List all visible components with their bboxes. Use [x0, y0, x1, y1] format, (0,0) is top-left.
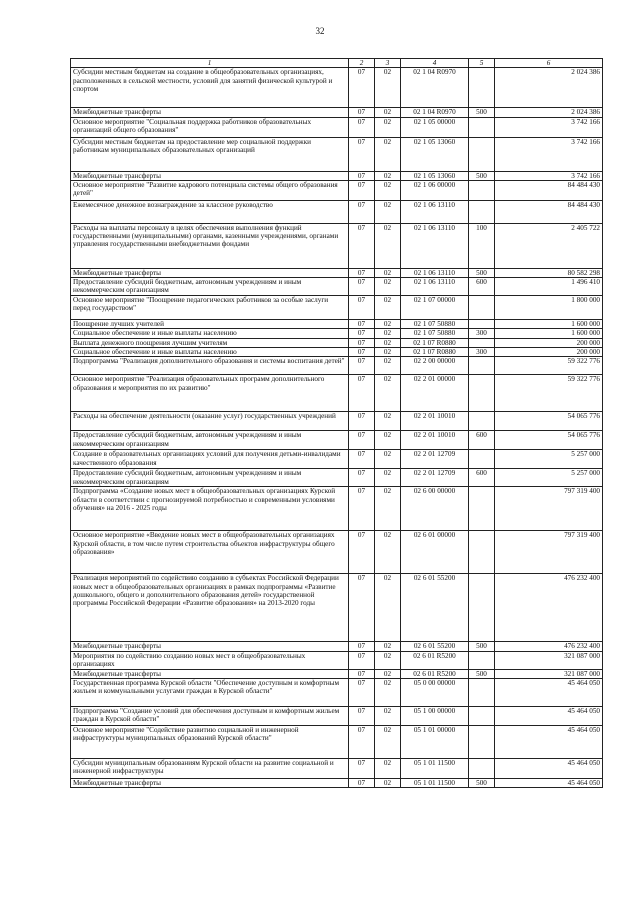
amount-cell: 59 322 776: [495, 375, 603, 412]
section-cell: 07: [349, 68, 375, 108]
section-cell: 07: [349, 778, 375, 787]
target-article-cell: 02 1 07 50880: [401, 320, 469, 329]
section-cell: 07: [349, 137, 375, 171]
table-row: [71, 642, 603, 651]
subsection-cell: 02: [375, 200, 401, 223]
subsection-cell: 02: [375, 778, 401, 787]
subsection-cell: 02: [375, 725, 401, 758]
expense-type-cell: [469, 137, 495, 171]
section-cell: 07: [349, 574, 375, 642]
target-article-cell: 02 6 01 55200: [401, 574, 469, 642]
amount-cell: 476 232 400: [495, 642, 603, 651]
amount-cell: 476 232 400: [495, 574, 603, 642]
amount-cell: 80 582 298: [495, 268, 603, 277]
expense-type-cell: [469, 574, 495, 642]
amount-cell: 59 322 776: [495, 357, 603, 375]
amount-cell: 200 000: [495, 348, 603, 357]
table-row: [71, 137, 603, 171]
amount-cell: 3 742 166: [495, 171, 603, 180]
subsection-cell: 02: [375, 412, 401, 431]
section-cell: 07: [349, 171, 375, 180]
target-article-cell: 02 1 05 00000: [401, 117, 469, 137]
subsection-cell: 02: [375, 574, 401, 642]
table-row: [71, 357, 603, 375]
subsection-cell: 02: [375, 531, 401, 574]
table-row: [71, 487, 603, 531]
target-article-cell: 05 1 01 11500: [401, 758, 469, 778]
section-cell: 07: [349, 758, 375, 778]
expense-type-cell: [469, 320, 495, 329]
section-cell: 07: [349, 469, 375, 487]
target-article-cell: 02 1 05 13060: [401, 171, 469, 180]
row-name-cell: Основное мероприятие "Развитие кадрового потенциала системы общего образования детей": [71, 180, 349, 200]
amount-cell: 797 319 400: [495, 487, 603, 531]
expense-type-cell: [469, 117, 495, 137]
table-row: [71, 531, 603, 574]
section-cell: 07: [349, 669, 375, 678]
subsection-cell: 02: [375, 357, 401, 375]
expense-type-cell: 600: [469, 278, 495, 296]
expense-type-cell: 500: [469, 778, 495, 787]
amount-cell: 54 065 776: [495, 431, 603, 450]
row-name-cell: Межбюджетные трансферты: [71, 108, 349, 117]
section-cell: 07: [349, 268, 375, 277]
row-name-cell: Социальное обеспечение и иные выплаты населению: [71, 348, 349, 357]
target-article-cell: 02 6 00 00000: [401, 487, 469, 531]
target-article-cell: 02 1 06 13110: [401, 278, 469, 296]
table-row: [71, 758, 603, 778]
row-name-cell: Субсидии местным бюджетам на создание в общеобразовательных организациях, расположенных в сельской местности, условий для занятий физической культурой и спортом: [71, 68, 349, 108]
row-name-cell: Межбюджетные трансферты: [71, 778, 349, 787]
row-name-cell: Выплата денежного поощрения лучшим учителям: [71, 338, 349, 347]
subsection-cell: 02: [375, 223, 401, 268]
table-row: [71, 117, 603, 137]
amount-cell: 3 742 166: [495, 137, 603, 171]
target-article-cell: 02 2 00 00000: [401, 357, 469, 375]
amount-cell: 321 087 000: [495, 669, 603, 678]
row-name-cell: Предоставление субсидий бюджетным, автономным учреждениям и иным некоммерческим организациям: [71, 469, 349, 487]
amount-cell: 3 742 166: [495, 117, 603, 137]
subsection-cell: 02: [375, 338, 401, 347]
expense-type-cell: [469, 180, 495, 200]
row-name-cell: Подпрограмма "Создание условий для обеспечения доступным и комфортным жильем граждан в Курской области": [71, 706, 349, 725]
table-row: [71, 651, 603, 669]
section-cell: 07: [349, 450, 375, 469]
section-cell: 07: [349, 278, 375, 296]
amount-cell: 84 484 430: [495, 200, 603, 223]
row-name-cell: Реализация мероприятий по содействию созданию в субъектах Российской Федерации новых мест в общеобразовательных организациях в рамках подпрограммы «Развитие дошкольного, общего и дополнительного образования детей» государственной программы Российской Федерации «Развитие образования» на 2013-2020 годы: [71, 574, 349, 642]
table-row: [71, 450, 603, 469]
table-row: [71, 278, 603, 296]
expense-type-cell: 500: [469, 642, 495, 651]
subsection-cell: 02: [375, 431, 401, 450]
row-name-cell: Основное мероприятие "Поощрение педагогических работников за особые заслуги перед государством": [71, 296, 349, 320]
expense-type-cell: [469, 357, 495, 375]
section-cell: 07: [349, 487, 375, 531]
table-row: [71, 375, 603, 412]
table-row: [71, 669, 603, 678]
subsection-cell: 02: [375, 758, 401, 778]
subsection-cell: 02: [375, 171, 401, 180]
amount-cell: 45 464 050: [495, 778, 603, 787]
column-header: 6: [495, 59, 603, 68]
subsection-cell: 02: [375, 706, 401, 725]
table-row: [71, 778, 603, 787]
expense-type-cell: 500: [469, 171, 495, 180]
row-name-cell: Основное мероприятие «Введение новых мест в общеобразовательных организациях Курской области, в том числе путем строительства объектов инфраструктуры общего образования»: [71, 531, 349, 574]
amount-cell: 5 257 000: [495, 469, 603, 487]
target-article-cell: 02 1 06 13110: [401, 223, 469, 268]
subsection-cell: 02: [375, 320, 401, 329]
amount-cell: 5 257 000: [495, 450, 603, 469]
amount-cell: 1 600 000: [495, 329, 603, 338]
expense-type-cell: [469, 725, 495, 758]
target-article-cell: 02 1 05 13060: [401, 137, 469, 171]
section-cell: 07: [349, 357, 375, 375]
row-name-cell: Подпрограмма «Создание новых мест в общеобразовательных организациях Курской области в соответствии с прогнозируемой потребностью и современными условиями обучения» на 2016 - 2025 годы: [71, 487, 349, 531]
expense-type-cell: [469, 412, 495, 431]
section-cell: 07: [349, 678, 375, 706]
row-name-cell: Основное мероприятие "Социальная поддержка работников образовательных организаций общего образования": [71, 117, 349, 137]
subsection-cell: 02: [375, 278, 401, 296]
amount-cell: 45 464 050: [495, 725, 603, 758]
subsection-cell: 02: [375, 669, 401, 678]
section-cell: 07: [349, 117, 375, 137]
table-row: [71, 180, 603, 200]
row-name-cell: Создание в образовательных организациях условий для получения детьми-инвалидами качественного образования: [71, 450, 349, 469]
target-article-cell: 02 2 01 12709: [401, 469, 469, 487]
amount-cell: 200 000: [495, 338, 603, 347]
target-article-cell: 02 1 07 R0880: [401, 338, 469, 347]
row-name-cell: Расходы на обеспечение деятельности (оказание услуг) государственных учреждений: [71, 412, 349, 431]
expense-type-cell: [469, 758, 495, 778]
subsection-cell: 02: [375, 678, 401, 706]
table-row: [71, 412, 603, 431]
target-article-cell: 02 6 01 00000: [401, 531, 469, 574]
expense-type-cell: 500: [469, 669, 495, 678]
row-name-cell: Подпрограмма "Реализация дополнительного образования и системы воспитания детей": [71, 357, 349, 375]
amount-cell: 2 024 386: [495, 68, 603, 108]
table-row: [71, 574, 603, 642]
subsection-cell: 02: [375, 651, 401, 669]
row-name-cell: Межбюджетные трансферты: [71, 268, 349, 277]
section-cell: 07: [349, 431, 375, 450]
target-article-cell: 02 6 01 R5200: [401, 669, 469, 678]
amount-cell: 2 405 722: [495, 223, 603, 268]
target-article-cell: 05 1 00 00000: [401, 706, 469, 725]
subsection-cell: 02: [375, 487, 401, 531]
target-article-cell: 02 1 06 00000: [401, 180, 469, 200]
target-article-cell: 02 2 01 10010: [401, 431, 469, 450]
subsection-cell: 02: [375, 642, 401, 651]
table-row: [71, 268, 603, 277]
row-name-cell: Межбюджетные трансферты: [71, 171, 349, 180]
expense-type-cell: [469, 375, 495, 412]
target-article-cell: 02 2 01 00000: [401, 375, 469, 412]
section-cell: 07: [349, 180, 375, 200]
amount-cell: 1 496 410: [495, 278, 603, 296]
table-row: [71, 200, 603, 223]
column-header: 3: [375, 59, 401, 68]
expense-type-cell: [469, 531, 495, 574]
table-row: [71, 348, 603, 357]
target-article-cell: 05 1 01 11500: [401, 778, 469, 787]
table-row: [71, 725, 603, 758]
header-row: [71, 59, 603, 68]
target-article-cell: 02 1 04 R0970: [401, 68, 469, 108]
amount-cell: 45 464 050: [495, 678, 603, 706]
amount-cell: 84 484 430: [495, 180, 603, 200]
section-cell: 07: [349, 531, 375, 574]
subsection-cell: 02: [375, 469, 401, 487]
target-article-cell: 02 1 07 50880: [401, 329, 469, 338]
expense-type-cell: [469, 296, 495, 320]
target-article-cell: 02 2 01 12709: [401, 450, 469, 469]
target-article-cell: 02 1 04 R0970: [401, 108, 469, 117]
table-body: [71, 68, 603, 788]
amount-cell: 2 024 386: [495, 108, 603, 117]
expense-type-cell: [469, 706, 495, 725]
table-row: [71, 338, 603, 347]
amount-cell: 1 600 000: [495, 320, 603, 329]
row-name-cell: Социальное обеспечение и иные выплаты населению: [71, 329, 349, 338]
section-cell: 07: [349, 200, 375, 223]
row-name-cell: Межбюджетные трансферты: [71, 642, 349, 651]
subsection-cell: 02: [375, 348, 401, 357]
section-cell: 07: [349, 296, 375, 320]
subsection-cell: 02: [375, 268, 401, 277]
row-name-cell: Предоставление субсидий бюджетным, автономным учреждениям и иным некоммерческим организациям: [71, 278, 349, 296]
amount-cell: 45 464 050: [495, 706, 603, 725]
table-row: [71, 431, 603, 450]
row-name-cell: Предоставление субсидий бюджетным, автономным учреждениям и иным некоммерческим организациям: [71, 431, 349, 450]
expense-type-cell: [469, 450, 495, 469]
section-cell: 07: [349, 108, 375, 117]
row-name-cell: Ежемесячное денежное вознаграждение за классное руководство: [71, 200, 349, 223]
table-row: [71, 68, 603, 108]
subsection-cell: 02: [375, 329, 401, 338]
amount-cell: 797 319 400: [495, 531, 603, 574]
section-cell: 07: [349, 651, 375, 669]
section-cell: 07: [349, 706, 375, 725]
expense-type-cell: 300: [469, 329, 495, 338]
section-cell: 07: [349, 338, 375, 347]
expense-type-cell: 600: [469, 431, 495, 450]
expense-type-cell: [469, 338, 495, 347]
subsection-cell: 02: [375, 375, 401, 412]
amount-cell: 321 087 000: [495, 651, 603, 669]
budget-table: [70, 58, 603, 788]
expense-type-cell: 300: [469, 348, 495, 357]
section-cell: 07: [349, 412, 375, 431]
row-name-cell: Межбюджетные трансферты: [71, 669, 349, 678]
subsection-cell: 02: [375, 68, 401, 108]
subsection-cell: 02: [375, 450, 401, 469]
expense-type-cell: [469, 678, 495, 706]
expense-type-cell: [469, 651, 495, 669]
row-name-cell: Мероприятия по содействию созданию новых мест в общеобразовательных организациях: [71, 651, 349, 669]
row-name-cell: Государственная программа Курской области "Обеспечение доступным и комфортным жильем и коммунальными услугами граждан в Курской области": [71, 678, 349, 706]
target-article-cell: 02 1 06 13110: [401, 268, 469, 277]
amount-cell: 45 464 050: [495, 758, 603, 778]
section-cell: 07: [349, 375, 375, 412]
expense-type-cell: 500: [469, 108, 495, 117]
subsection-cell: 02: [375, 108, 401, 117]
section-cell: 07: [349, 725, 375, 758]
section-cell: 07: [349, 320, 375, 329]
subsection-cell: 02: [375, 117, 401, 137]
target-article-cell: 02 1 07 00000: [401, 296, 469, 320]
column-header: 5: [469, 59, 495, 68]
column-header: 2: [349, 59, 375, 68]
expense-type-cell: [469, 68, 495, 108]
page-number: 32: [315, 26, 325, 36]
table-row: [71, 678, 603, 706]
section-cell: 07: [349, 223, 375, 268]
table-row: [71, 171, 603, 180]
expense-type-cell: [469, 487, 495, 531]
subsection-cell: 02: [375, 180, 401, 200]
section-cell: 07: [349, 348, 375, 357]
row-name-cell: Поощрение лучших учителей: [71, 320, 349, 329]
expense-type-cell: 600: [469, 469, 495, 487]
target-article-cell: 02 6 01 R5200: [401, 651, 469, 669]
table-row: [71, 469, 603, 487]
section-cell: 07: [349, 642, 375, 651]
table-row: [71, 320, 603, 329]
expense-type-cell: 100: [469, 223, 495, 268]
subsection-cell: 02: [375, 296, 401, 320]
row-name-cell: Основное мероприятие "Содействие развитию социальной и инженерной инфраструктуры муниципальных образований Курской области": [71, 725, 349, 758]
row-name-cell: Субсидии муниципальным образованиям Курской области на развитие социальной и инженерной инфраструктуры: [71, 758, 349, 778]
column-header: 4: [401, 59, 469, 68]
row-name-cell: Субсидии местным бюджетам на предоставление мер социальной поддержки работникам муниципальных образовательных организаций: [71, 137, 349, 171]
table-row: [71, 296, 603, 320]
target-article-cell: 02 6 01 55200: [401, 642, 469, 651]
table-row: [71, 223, 603, 268]
expense-type-cell: 500: [469, 268, 495, 277]
target-article-cell: 02 1 07 R0880: [401, 348, 469, 357]
row-name-cell: Расходы на выплаты персоналу в целях обеспечения выполнения функций государственными (муниципальными) органами, казенными учреждениями, органами управления государственными внебюджетными фондами: [71, 223, 349, 268]
amount-cell: 54 065 776: [495, 412, 603, 431]
row-name-cell: Основное мероприятие "Реализация образовательных программ дополнительного образования и мероприятия по их развитию": [71, 375, 349, 412]
subsection-cell: 02: [375, 137, 401, 171]
column-header: 1: [71, 59, 349, 68]
table-row: [71, 329, 603, 338]
table-row: [71, 706, 603, 725]
target-article-cell: 02 2 01 10010: [401, 412, 469, 431]
target-article-cell: 05 0 00 00000: [401, 678, 469, 706]
amount-cell: 1 800 000: [495, 296, 603, 320]
table-row: [71, 108, 603, 117]
target-article-cell: 05 1 01 00000: [401, 725, 469, 758]
target-article-cell: 02 1 06 13110: [401, 200, 469, 223]
expense-type-cell: [469, 200, 495, 223]
section-cell: 07: [349, 329, 375, 338]
